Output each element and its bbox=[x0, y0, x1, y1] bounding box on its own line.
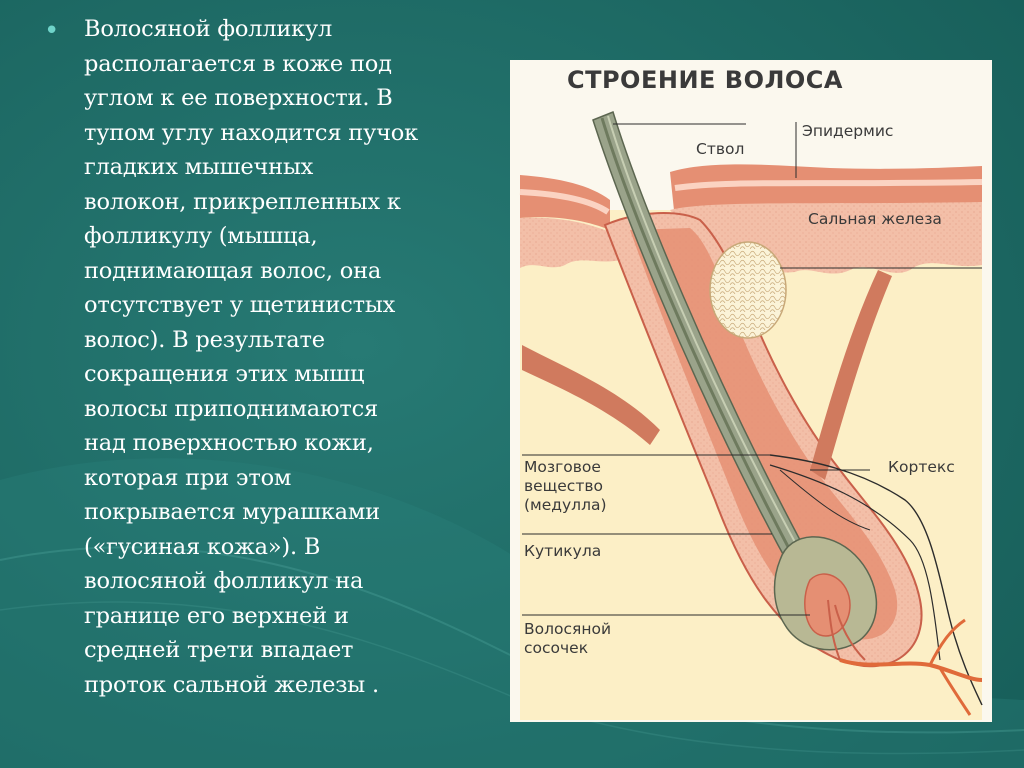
label-hair-papilla: Волосяной сосочек bbox=[524, 620, 612, 657]
hair-structure-diagram bbox=[510, 60, 992, 722]
text-line: гладких мышечных bbox=[84, 154, 314, 180]
text-line: Волосяной фолликул bbox=[84, 16, 333, 42]
bullet-text bbox=[84, 12, 418, 702]
text-line: волосы приподнимаются bbox=[84, 395, 379, 422]
text-line: которая при этом bbox=[84, 464, 292, 491]
text-line: располагается в коже под bbox=[84, 50, 392, 77]
text-line: над поверхностью кожи, bbox=[84, 430, 374, 456]
text-line: проток сальной железы . bbox=[84, 671, 379, 698]
text-line: границе его верхней и bbox=[84, 602, 349, 629]
text-line: волосяной фолликул на bbox=[84, 568, 364, 594]
text-line: углом к ее поверхности. В bbox=[84, 85, 393, 111]
text-line: волос). В результате bbox=[84, 326, 325, 353]
label-epidermis: Эпидермис bbox=[802, 122, 894, 140]
label-medulla: Мозговое вещество (медулла) bbox=[524, 458, 607, 514]
text-line: средней трети впадает bbox=[84, 637, 354, 663]
label-stem: Ствол bbox=[696, 140, 745, 158]
diagram-title: СТРОЕНИЕ ВОЛОСА bbox=[566, 66, 843, 94]
text-line: отсутствует у щетинистых bbox=[84, 292, 396, 318]
bullet-dot-icon: • bbox=[44, 16, 60, 46]
text-line: волокон, прикрепленных к bbox=[84, 188, 401, 215]
label-sebaceous-gland: Сальная железа bbox=[808, 210, 942, 228]
text-line: сокращения этих мышц bbox=[84, 361, 365, 387]
label-cuticle: Кутикула bbox=[524, 542, 602, 560]
text-line: поднимающая волос, она bbox=[84, 257, 382, 284]
label-cortex: Кортекс bbox=[888, 458, 955, 476]
text-line: («гусиная кожа»). В bbox=[84, 533, 321, 560]
sebaceous-gland bbox=[710, 242, 786, 338]
text-line: тупом углу находится пучок bbox=[84, 119, 419, 146]
text-line: покрывается мурашками bbox=[84, 499, 380, 525]
text-line: фолликулу (мышца, bbox=[84, 223, 318, 249]
